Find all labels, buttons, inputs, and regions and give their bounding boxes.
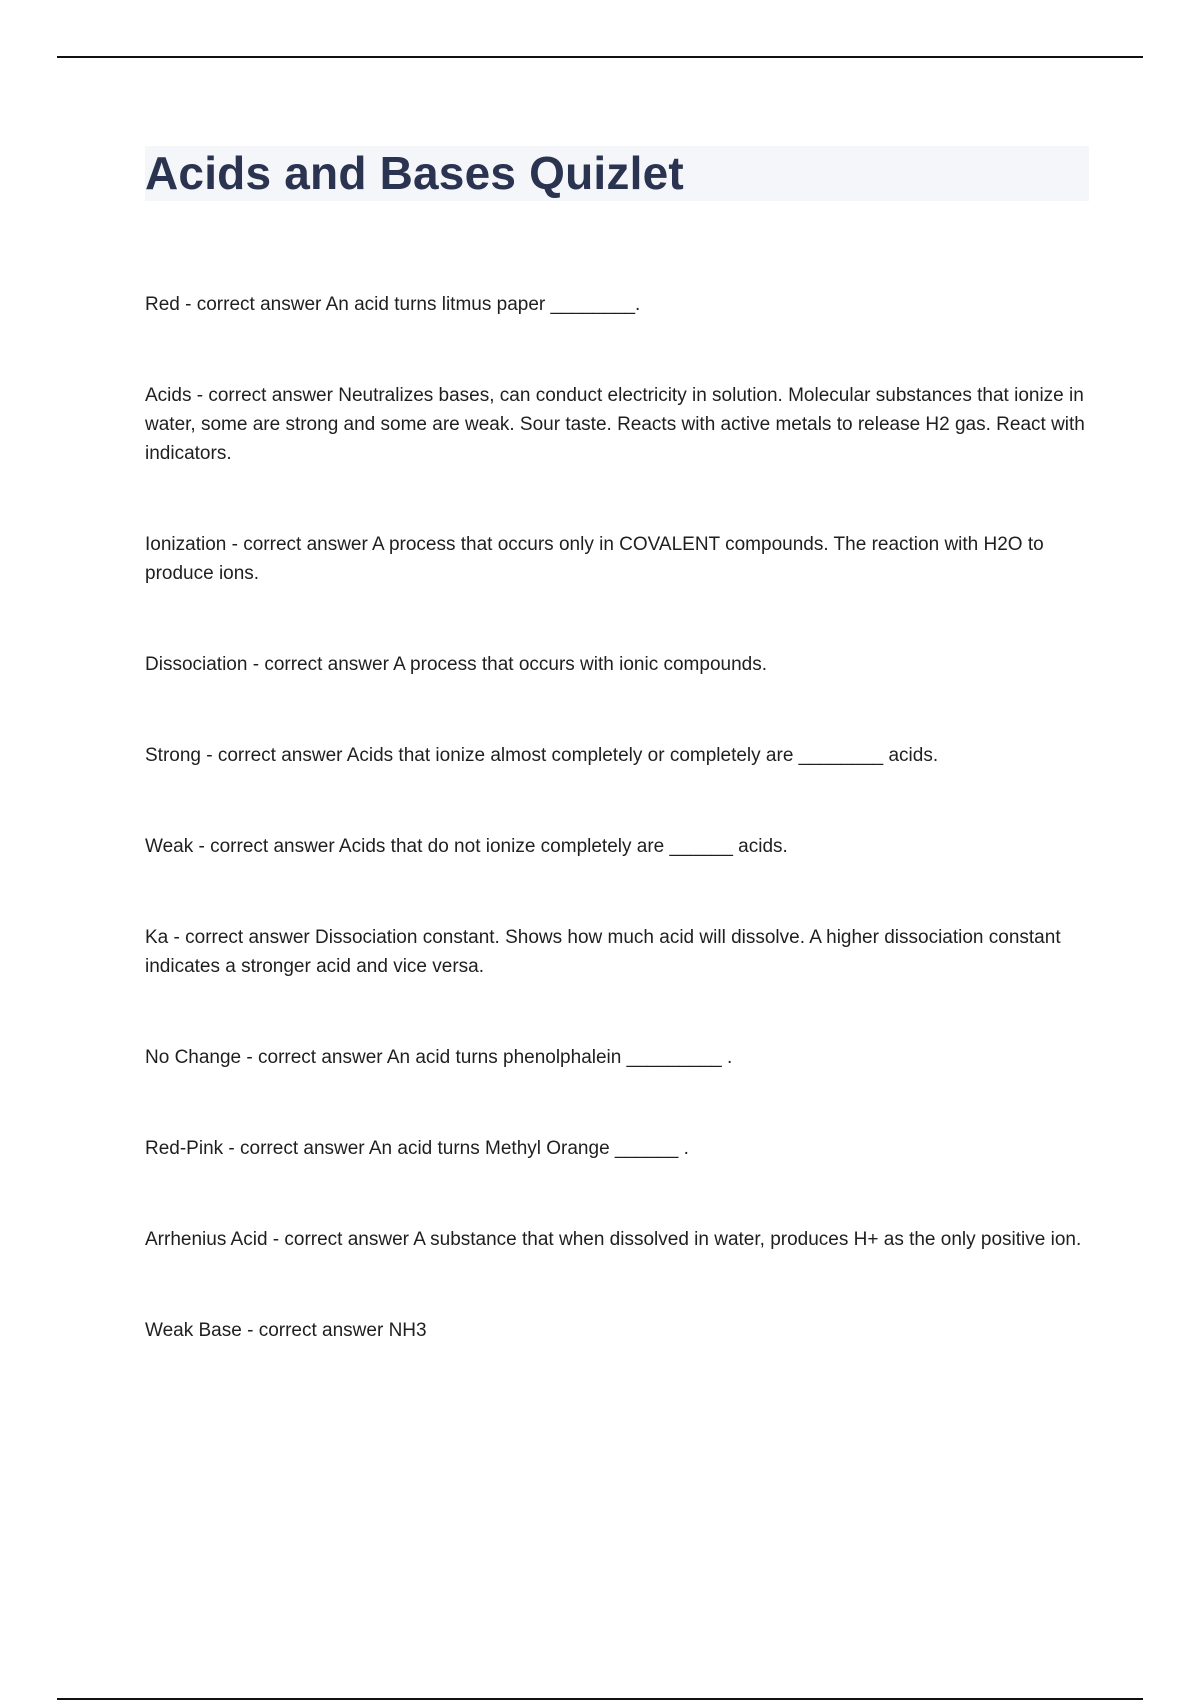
flashcard-entry-red-pink: Red-Pink - correct answer An acid turns Methyl Orange ______ . (145, 1138, 689, 1159)
flashcard-list (145, 290, 1085, 1345)
flashcard-entry-weak: Weak - correct answer Acids that do not ionize completely are ______ acids. (145, 836, 788, 857)
document-title: Acids and Bases Quizlet (145, 147, 684, 199)
flashcard-entry-strong: Strong - correct answer Acids that ionize almost completely or completely are ________ acids. (145, 745, 939, 766)
top-rule (57, 56, 1143, 58)
flashcard-entry-ionization: Ionization - correct answer A process that occurs only in COVALENT compounds. The reaction with H2O to produce ions. (145, 534, 1044, 584)
flashcard-entry-arrhenius-acid: Arrhenius Acid - correct answer A substance that when dissolved in water, produces H+ as the only positive ion. (145, 1229, 1082, 1250)
flashcard-entry-acids: Acids - correct answer Neutralizes bases, can conduct electricity in solution. Molecular substances that ionize in water, some are strong and some are weak. Sour taste. Reacts with active metals to release H2 gas. React with indicators. (145, 385, 1085, 464)
flashcard-entry-dissociation: Dissociation - correct answer A process that occurs with ionic compounds. (145, 654, 767, 675)
flashcard-entry-no-change: No Change - correct answer An acid turns phenolphalein _________ . (145, 1047, 733, 1068)
flashcard-entry-weak-base: Weak Base - correct answer NH3 (145, 1320, 427, 1341)
flashcard-entry-ka: Ka - correct answer Dissociation constant. Shows how much acid will dissolve. A higher dissociation constant indicates a stronger acid and vice versa. (145, 927, 1061, 977)
flashcard-entry-red: Red - correct answer An acid turns litmus paper ________. (145, 294, 641, 315)
